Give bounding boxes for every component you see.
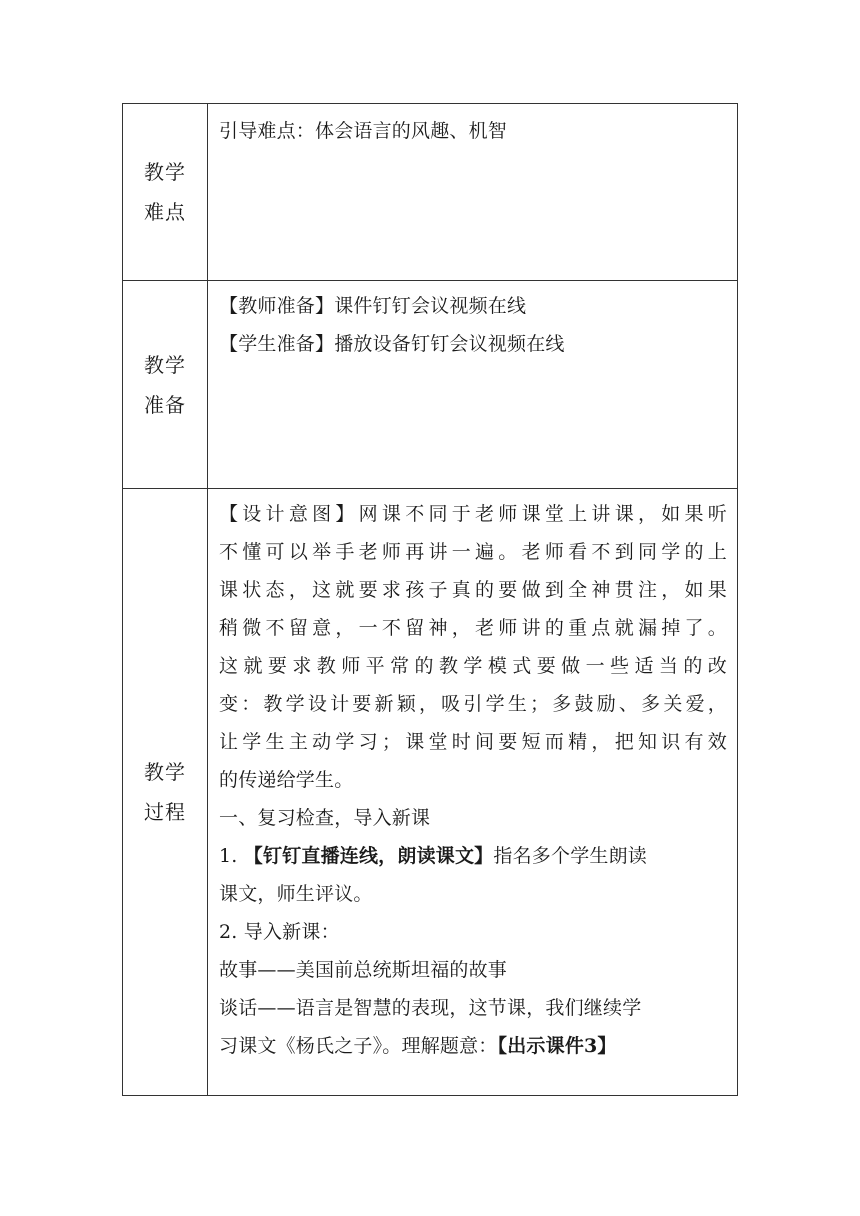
content-line: 的传递给学生。 [219,769,354,791]
label-top: 教学 [144,160,186,184]
content-line: 引导难点：体会语言的风趣、机智 [219,120,508,142]
content-line: 让学生主动学习；课堂时间要短而精，把知识有效 [219,731,727,753]
content-line: 【学生准备】播放设备钉钉会议视频在线 [219,333,565,355]
row-label-preparation [123,281,208,489]
content-line-item1 [219,837,727,875]
table-row-process [123,489,738,1096]
item-number: 1. [219,845,244,867]
line-text: 习课文《杨氏之子》。理解题意： [219,1035,498,1057]
content-line: 【教师准备】课件钉钉会议视频在线 [219,295,527,317]
row-content-process [208,489,738,1096]
content-line: 【设计意图】网课不同于老师课堂上讲课，如果听 [219,503,727,525]
content-line-last [219,1027,727,1065]
content-line: 一、复习检查，导入新课 [219,807,431,829]
content-line: 故事——美国前总统斯坦福的故事 [219,959,508,981]
content-line: 不懂可以举手老师再讲一遍。老师看不到同学的上 [219,541,727,563]
label-bottom: 难点 [144,200,186,224]
label-bottom: 准备 [144,392,186,417]
content-line: 这就要求教师平常的教学模式要做一些适当的改 [219,655,727,677]
content-line: 课文，师生评议。 [219,883,373,905]
content-line: 稍微不留意，一不留神，老师讲的重点就漏掉了。 [219,617,727,639]
item-bold-heading: 【钉钉直播连线，朗读课文】 [243,845,494,867]
content-line: 变：教学设计要新颖，吸引学生；多鼓励、多关爱， [219,693,727,715]
lesson-plan-table [122,103,738,1096]
content-line: 2. 导入新课： [219,921,340,943]
label-top: 教学 [144,760,186,784]
row-content-difficulty [208,104,738,281]
row-label-process [123,489,208,1096]
label-bottom: 过程 [144,800,186,824]
item-text: 指名多个学生朗读 [493,845,647,867]
table-row-preparation [123,281,738,489]
table-row-difficulty [123,104,738,281]
row-label-difficulty [123,104,208,281]
courseware-tag: 【出示课件3】 [497,1035,617,1057]
row-content-preparation [208,281,738,489]
content-line: 谈话——语言是智慧的表现，这节课，我们继续学 [219,997,642,1019]
label-top: 教学 [144,352,186,377]
content-line: 课状态，这就要求孩子真的要做到全神贯注，如果 [219,579,727,601]
